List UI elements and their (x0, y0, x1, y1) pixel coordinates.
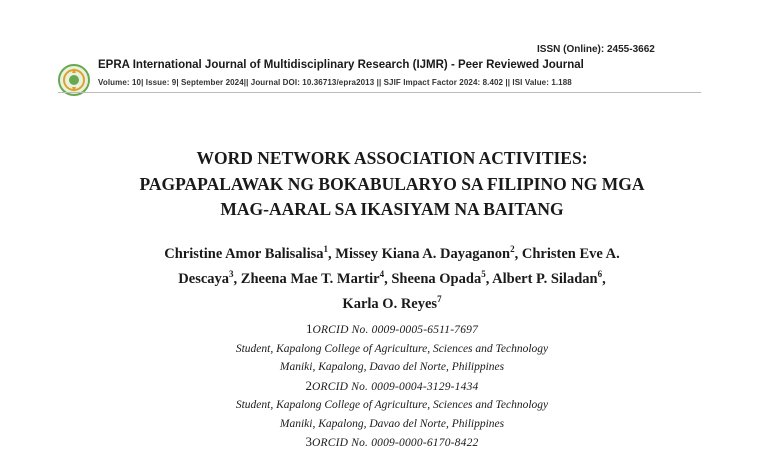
author-list (0, 242, 784, 317)
affiliation-number: 1 (305, 321, 313, 336)
paper-title (0, 146, 784, 223)
author-name: Sheena Opada (391, 271, 482, 287)
author-name: Albert P. Siladan (492, 271, 598, 287)
author-sup: 6 (597, 269, 603, 280)
journal-name: EPRA International Journal of Multidisciplinary Research (IJMR) - Peer Reviewed Journal (98, 59, 584, 71)
author-sup: 1 (323, 244, 329, 255)
affiliation-address: Maniki, Kapalong, Davao del Norte, Philippines (279, 361, 505, 373)
author-name: Christen Eve A. (521, 246, 620, 262)
orcid-id: ORCID No. 0009-0004-3129-1434 (312, 380, 479, 393)
title-line: MAG-AARAL SA IKASIYAM NA BAITANG (220, 199, 564, 219)
author-sup: 4 (379, 269, 385, 280)
title-line: WORD NETWORK ASSOCIATION ACTIVITIES: (196, 148, 588, 168)
author-sup: 3 (229, 269, 234, 280)
author-line: Descaya$^3$, Zheena Mae T. Martir$^4$, Sheena Opada$^5$, Albert P. Siladan$^6$, (178, 269, 606, 287)
journal-meta: Volume: 10| Issue: 9| September 2024|| Journal DOI: 10.36713/epra2013 || SJIF Impact Factor 2024: 8.402 || ISI Value: 1.188 (98, 78, 572, 87)
affiliation-orcid (0, 377, 784, 397)
affiliation-number: 2 (305, 377, 313, 393)
orcid-id: ORCID No. 0009-0005-6511-7697 (312, 324, 479, 336)
orcid-id: ORCID No. 0009-0000-6170-8422 (312, 437, 479, 449)
author-name: Missey Kiana A. Dayaganon (335, 246, 511, 262)
author-name: Karla O. Reyes (342, 296, 438, 312)
author-line (0, 292, 784, 317)
affiliation-institution: Student, Kapalong College of Agriculture, Sciences and Technology (235, 399, 549, 411)
author-name: Christine Amor Balisalisa (164, 246, 324, 262)
author-name: Zheena Mae T. Martir (240, 271, 380, 287)
affiliation-list (0, 320, 784, 453)
author-sup: 5 (481, 269, 486, 280)
affiliation-institution: Student, Kapalong College of Agriculture, Sciences and Technology (235, 342, 549, 355)
affiliation-number: 3 (305, 434, 313, 449)
author-sup: 7 (437, 294, 442, 305)
author-name: Descaya (178, 271, 230, 287)
header-divider (58, 92, 701, 93)
author-sup: 2 (510, 244, 515, 255)
affiliation-orcid (0, 433, 784, 453)
author-line: Christine Amor Balisalisa$^1$, Missey Kiana A. Dayaganon$^2$, Christen Eve A. (164, 244, 620, 262)
title-line: PAGPAPALAWAK NG BOKABULARYO SA FILIPINO NG MGA (139, 173, 645, 194)
affiliation-orcid (0, 320, 784, 340)
issn-label: ISSN (Online): 2455-3662 (537, 44, 655, 55)
affiliation-address: Maniki, Kapalong, Davao del Norte, Philippines (279, 417, 505, 430)
